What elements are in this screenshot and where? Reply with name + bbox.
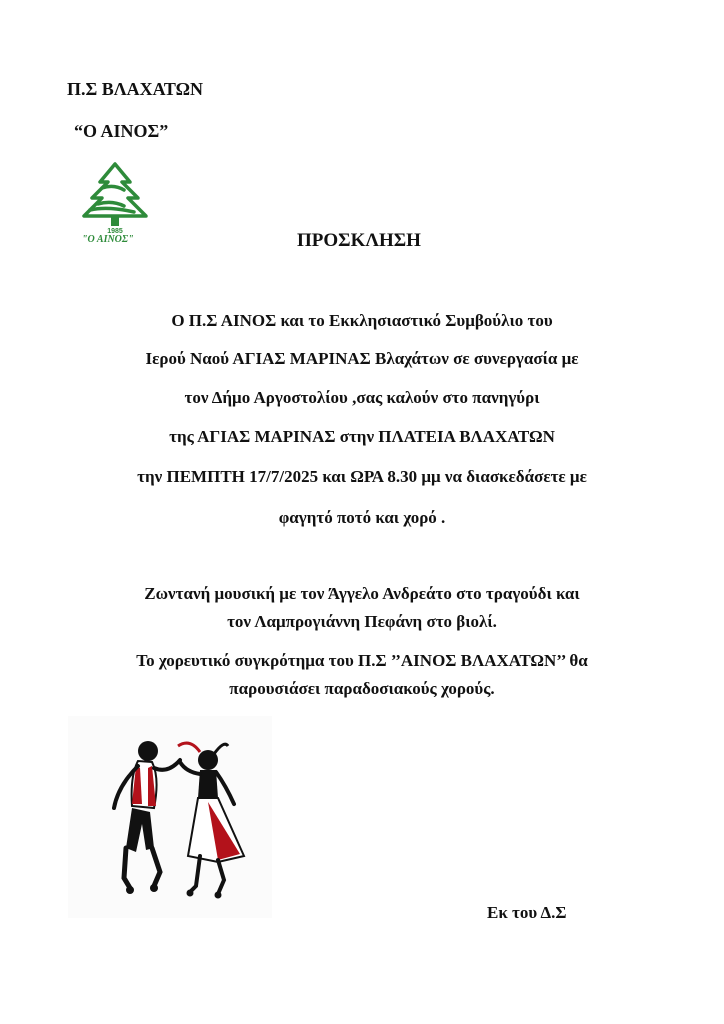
body-line-6: φαγητό ποτό και χορό . — [278, 508, 446, 527]
music-line-2: τον Λαμπρογιάννη Πεφάνη στο βιολί. — [227, 612, 497, 631]
traditional-dancers-illustration — [68, 716, 272, 918]
organization-subtitle: “Ο ΑΙΝΟΣ” — [74, 121, 169, 141]
logo-caption: "Ο ΑΙΝΟΣ" — [82, 234, 134, 245]
body-line-1: Ο Π.Σ ΑΙΝΟΣ και το Εκκλησιαστικό Συμβούλιο του — [171, 311, 553, 330]
invitation-title: ΠΡΟΣΚΛΗΣΗ — [297, 230, 421, 251]
signature: Εκ του Δ.Σ — [487, 903, 567, 922]
organization-name: Π.Σ ΒΛΑΧΑΤΩΝ — [67, 79, 204, 99]
dancing-couple-icon — [68, 716, 272, 918]
body-line-3: τον Δήμο Αργοστολίου ,σας καλούν στο πανηγύρι — [184, 388, 540, 407]
music-line-1: Ζωντανή μουσική με τον Άγγελο Ανδρεάτο στο τραγούδι και — [144, 584, 580, 603]
logo-year: 1985 — [107, 228, 123, 235]
body-line-4: της ΑΓΙΑΣ ΜΑΡΙΝΑΣ στην ΠΛΑΤΕΙΑ ΒΛΑΧΑΤΩΝ — [169, 427, 555, 446]
body-line-5: την ΠΕΜΠΤΗ 17/7/2025 και ΩΡΑ 8.30 μμ να διασκεδάσετε με — [137, 467, 587, 486]
dance-line-2: παρουσιάσει παραδοσιακούς χορούς. — [229, 679, 495, 698]
body-line-2: Ιερού Ναού ΑΓΙΑΣ ΜΑΡΙΝΑΣ Βλαχάτων σε συνεργασία με — [145, 349, 579, 368]
dance-line-1: Το χορευτικό συγκρότημα του Π.Σ ’’ΑΙΝΟΣ ΒΛΑΧΑΤΩΝ’’ θα — [136, 651, 588, 670]
